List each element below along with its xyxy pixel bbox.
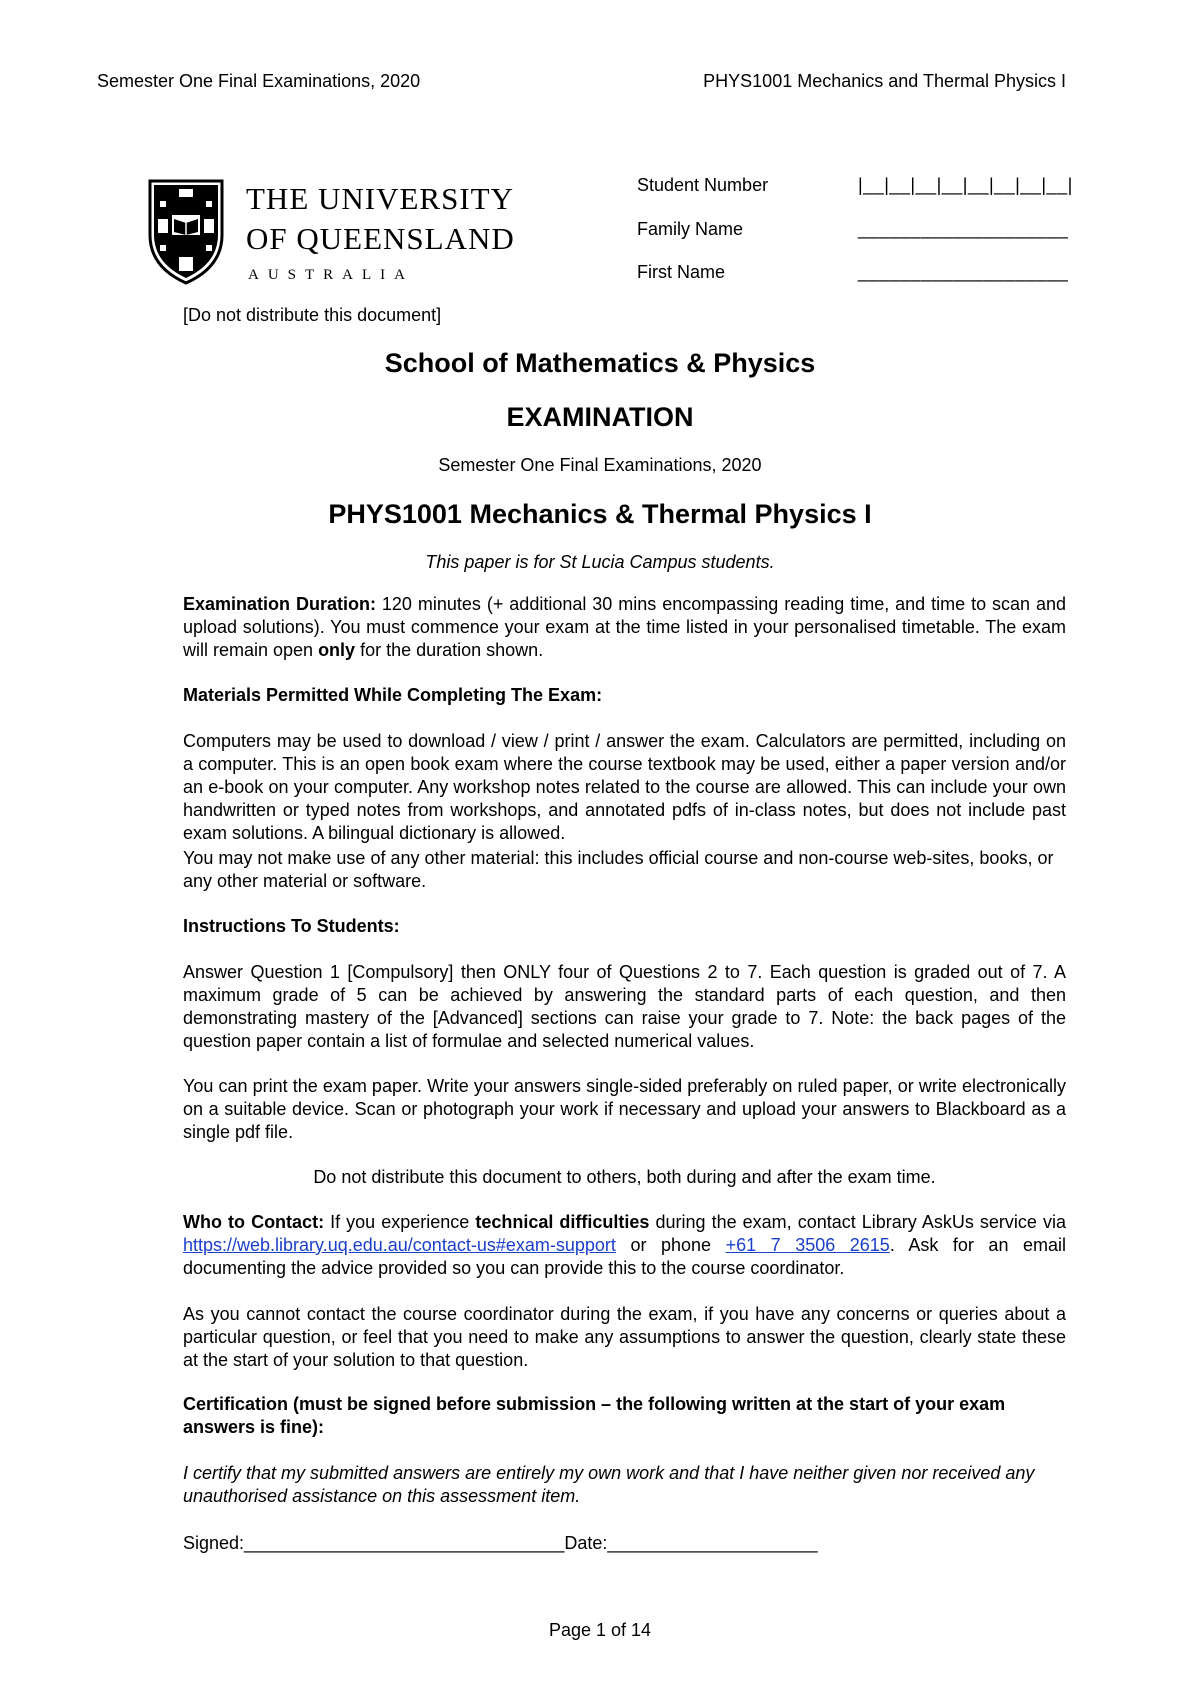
- contact-text-d: . Ask for an email documenting the advice provided so you can provide this to the course coordinator.: [183, 1235, 1067, 1278]
- duration-text-b: for the duration shown.: [355, 640, 544, 660]
- student-number-field: |__|__|__|__|__|__|__|__|: [858, 175, 1073, 195]
- contact-emphasis: technical difficulties: [475, 1212, 650, 1232]
- duration-label: Examination Duration:: [183, 594, 376, 614]
- semester-subtitle: Semester One Final Examinations, 2020: [438, 455, 762, 475]
- first-name-field: ____________________: [858, 262, 1069, 282]
- materials-heading: Materials Permitted While Completing The Exam:: [183, 685, 603, 705]
- uq-crest-icon: [146, 175, 546, 285]
- certification-heading: Certification (must be signed before submission – the following written at the start of your exam answers is fine):: [183, 1394, 1006, 1437]
- running-header-right: PHYS1001 Mechanics and Thermal Physics I: [703, 71, 1066, 91]
- university-logo: [146, 175, 546, 285]
- page-number: Page 1 of 14: [548, 1620, 652, 1640]
- campus-note: This paper is for St Lucia Campus students.: [425, 552, 775, 572]
- duration-paragraph: [183, 593, 1066, 662]
- certification-statement: I certify that my submitted answers are entirely my own work and that I have neither given nor received any unauthorised assistance on this assessment item.: [183, 1463, 1035, 1506]
- instructions-paragraph-2: You can print the exam paper. Write your answers single-sided preferably on ruled paper, or write electronically on a suitable device. Scan or photograph your work if necessary and upload your answers to Blackboard as a single pdf file.: [183, 1076, 1066, 1142]
- exam-title: EXAMINATION: [506, 402, 694, 432]
- student-number-label: Student Number: [637, 175, 769, 195]
- signature-line: Signed:________________________________Date:_____________________: [183, 1533, 818, 1553]
- exam-support-link[interactable]: https://web.library.uq.edu.au/contact-us#exam-support: [183, 1235, 616, 1255]
- instructions-heading: Instructions To Students:: [183, 916, 400, 936]
- school-title: School of Mathematics & Physics: [384, 348, 816, 378]
- duration-text-a: 120 minutes (+ additional 30 mins encompassing reading time, and time to scan and upload solutions). You must commence your exam at the time listed in your personalised timetable. The exam will remain open: [183, 594, 1067, 660]
- contact-label: Who to Contact:: [183, 1212, 325, 1232]
- phone-link[interactable]: +61 7 3506 2615: [725, 1235, 890, 1255]
- course-title: PHYS1001 Mechanics & Thermal Physics I: [328, 499, 872, 529]
- contact-paragraph-2: As you cannot contact the course coordinator during the exam, if you have any concerns or queries about a particular question, or feel that you need to make any assumptions to answer the question, clearly state these at the start of your solution to that question.: [183, 1304, 1066, 1370]
- logo-line3: AUSTRALIA: [248, 267, 414, 283]
- distribution-notice: [Do not distribute this document]: [183, 305, 442, 325]
- instructions-paragraph-1: Answer Question 1 [Compulsory] then ONLY four of Questions 2 to 7. Each question is graded out of 7. A maximum grade of 5 can be achieved by answering the standard parts of each question, and then demonstrating mastery of the [Advanced] sections can raise your grade to 7. Note: the back pages of the question paper contain a list of formulae and selected numerical values.: [183, 962, 1066, 1051]
- instructions-paragraph-3: Do not distribute this document to others, both during and after the exam time.: [313, 1167, 936, 1187]
- logo-line2: OF QUEENSLAND: [246, 221, 515, 256]
- contact-text-a: If you experience: [324, 1212, 476, 1232]
- running-header-left: Semester One Final Examinations, 2020: [97, 71, 421, 91]
- family-name-field: ____________________: [858, 219, 1069, 239]
- duration-emphasis: only: [318, 640, 356, 660]
- first-name-label: First Name: [637, 262, 726, 282]
- materials-paragraph-1: Computers may be used to download / view / print / answer the exam. Calculators are permitted, including on a computer. This is an open book exam where the course textbook may be used, either a paper version and/or an e-book on your computer. Any workshop notes related to the course are allowed. This can include your own handwritten or typed notes from workshops, and annotated pdfs of in-class notes, but does not include past exam solutions. A bilingual dictionary is allowed.: [183, 731, 1066, 843]
- contact-text-c: or phone: [615, 1235, 726, 1255]
- contact-paragraph: [183, 1211, 1066, 1280]
- materials-paragraph-2: You may not make use of any other material: this includes official course and non-course web-sites, books, or any other material or software.: [183, 848, 1054, 891]
- contact-text-b: during the exam, contact Library AskUs service via: [649, 1212, 1066, 1232]
- logo-line1: THE UNIVERSITY: [246, 181, 514, 216]
- family-name-label: Family Name: [637, 219, 744, 239]
